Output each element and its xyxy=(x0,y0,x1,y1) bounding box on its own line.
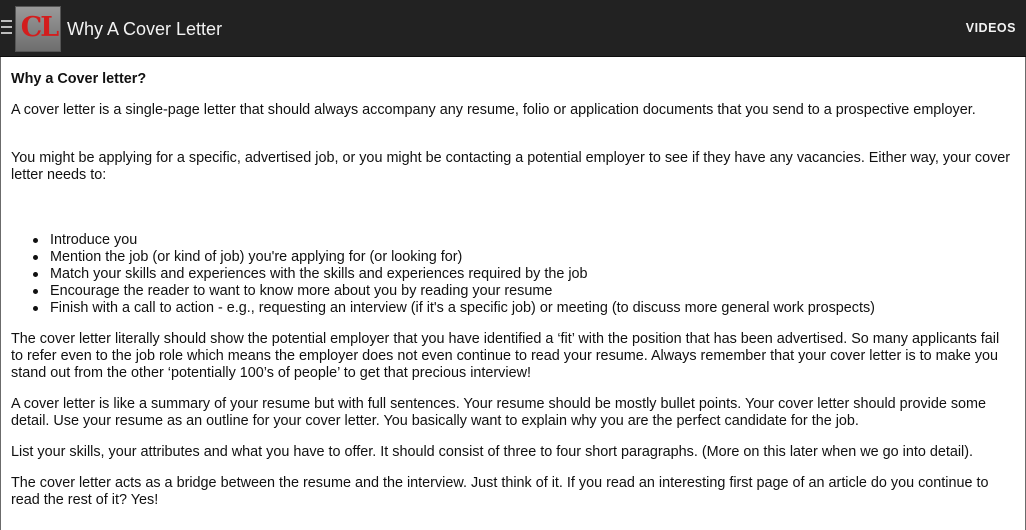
hamburger-menu-icon[interactable] xyxy=(1,20,13,36)
page-title: Why A Cover Letter xyxy=(67,19,223,39)
list-item-text: Introduce you xyxy=(50,232,138,248)
article-paragraph: List your skills, your attributes and what you have to offer. It should consist of three to four short paragraphs. (More on this later when we go into detail). xyxy=(11,444,974,460)
action-bar xyxy=(0,0,1026,57)
videos-action-button[interactable]: VIDEOS xyxy=(965,21,1016,35)
article-paragraph: A cover letter is a single-page letter that should always accompany any resume, folio or application documents that you send to a prospective employer. xyxy=(11,102,976,118)
requirements-list xyxy=(11,232,1011,317)
list-item-text: Match your skills and experiences with the skills and experiences required by the job xyxy=(50,266,588,282)
bullet-icon xyxy=(33,289,38,294)
list-item-text: Encourage the reader to want to know more about you by reading your resume xyxy=(50,283,553,299)
list-item-text: Mention the job (or kind of job) you're applying for (or looking for) xyxy=(50,249,463,265)
bullet-icon xyxy=(33,272,38,277)
list-item xyxy=(11,283,1011,300)
app-logo[interactable] xyxy=(15,6,61,52)
article-paragraph: The cover letter acts as a bridge between the resume and the interview. Just think of it. If you read an interesting first page of an article do you continue to read the rest of it? Yes! xyxy=(11,475,989,508)
logo-text: CL xyxy=(20,12,58,43)
left-divider xyxy=(0,57,1,530)
list-item xyxy=(11,232,1011,249)
article-heading: Why a Cover letter? xyxy=(11,71,147,87)
article-paragraph: The cover letter literally should show the potential employer that you have identified a ‘fit’ with the position that has been advertised. So many applicants fail to refer even to the job role which means the employer does not even continue to read your resume. Always remember that your cover letter is to make you stand out from the other ‘potentially 100’s of people’ to get that precious interview! xyxy=(11,331,1000,381)
list-item xyxy=(11,300,1011,317)
bullet-icon xyxy=(33,255,38,260)
bullet-icon xyxy=(33,306,38,311)
list-item xyxy=(11,266,1011,283)
article-paragraph: A cover letter is like a summary of your resume but with full sentences. Your resume should be mostly bullet points. Your cover letter should provide some detail. Use your resume as an outline for your cover letter. You basically want to explain why you are the perfect candidate for the job. xyxy=(11,396,987,429)
article-paragraph: You might be applying for a specific, advertised job, or you might be contacting a potential employer to see if they have any vacancies. Either way, your cover letter needs to: xyxy=(11,150,1011,183)
list-item xyxy=(11,249,1011,266)
article-content[interactable] xyxy=(11,71,1011,509)
list-item-text: Finish with a call to action - e.g., requesting an interview (if it's a specific job) or meeting (to discuss more general work prospects) xyxy=(50,300,875,316)
bullet-icon xyxy=(33,238,38,243)
